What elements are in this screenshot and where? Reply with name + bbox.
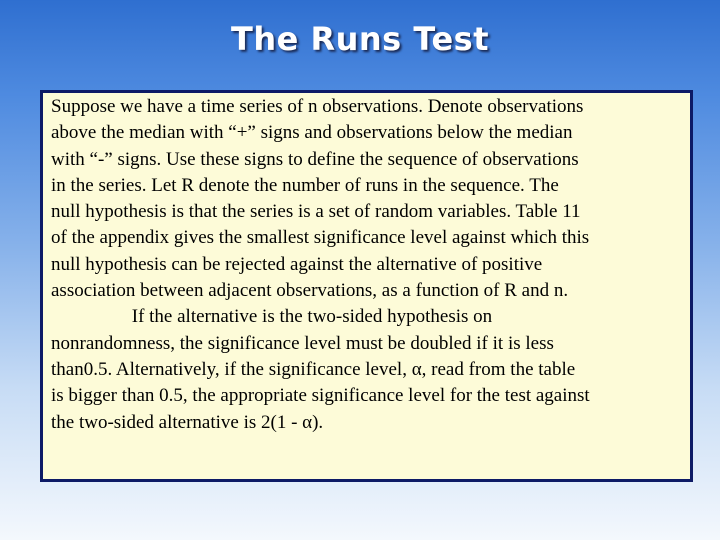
paragraph-1: Suppose we have a time series of n observations. Denote observations above the median with “+” signs and observations below the median with “-” signs. Use these signs to define the sequence of observations in the series. Let R denote the number of runs in the sequence. The null hypothesis is that the series is a set of random variables. Table 11 of the appendix gives the smallest significance level against which this null hypothesis can be rejected against the alternative of positive association between adjacent observations, as a function of R and n. <box>51 96 590 302</box>
content-box <box>40 90 693 482</box>
paragraph-2: If the alternative is the two-sided hypothesis on nonrandomness, the significance level must be doubled if it is less than0.5. Alternatively, if the significance level, α, read from the table is bigger than 0.5, the appropriate significance level for the test against the two-sided alternative is 2(1 - α). <box>51 306 590 433</box>
slide-title: The Runs Test <box>231 20 489 58</box>
content-text <box>51 94 683 436</box>
